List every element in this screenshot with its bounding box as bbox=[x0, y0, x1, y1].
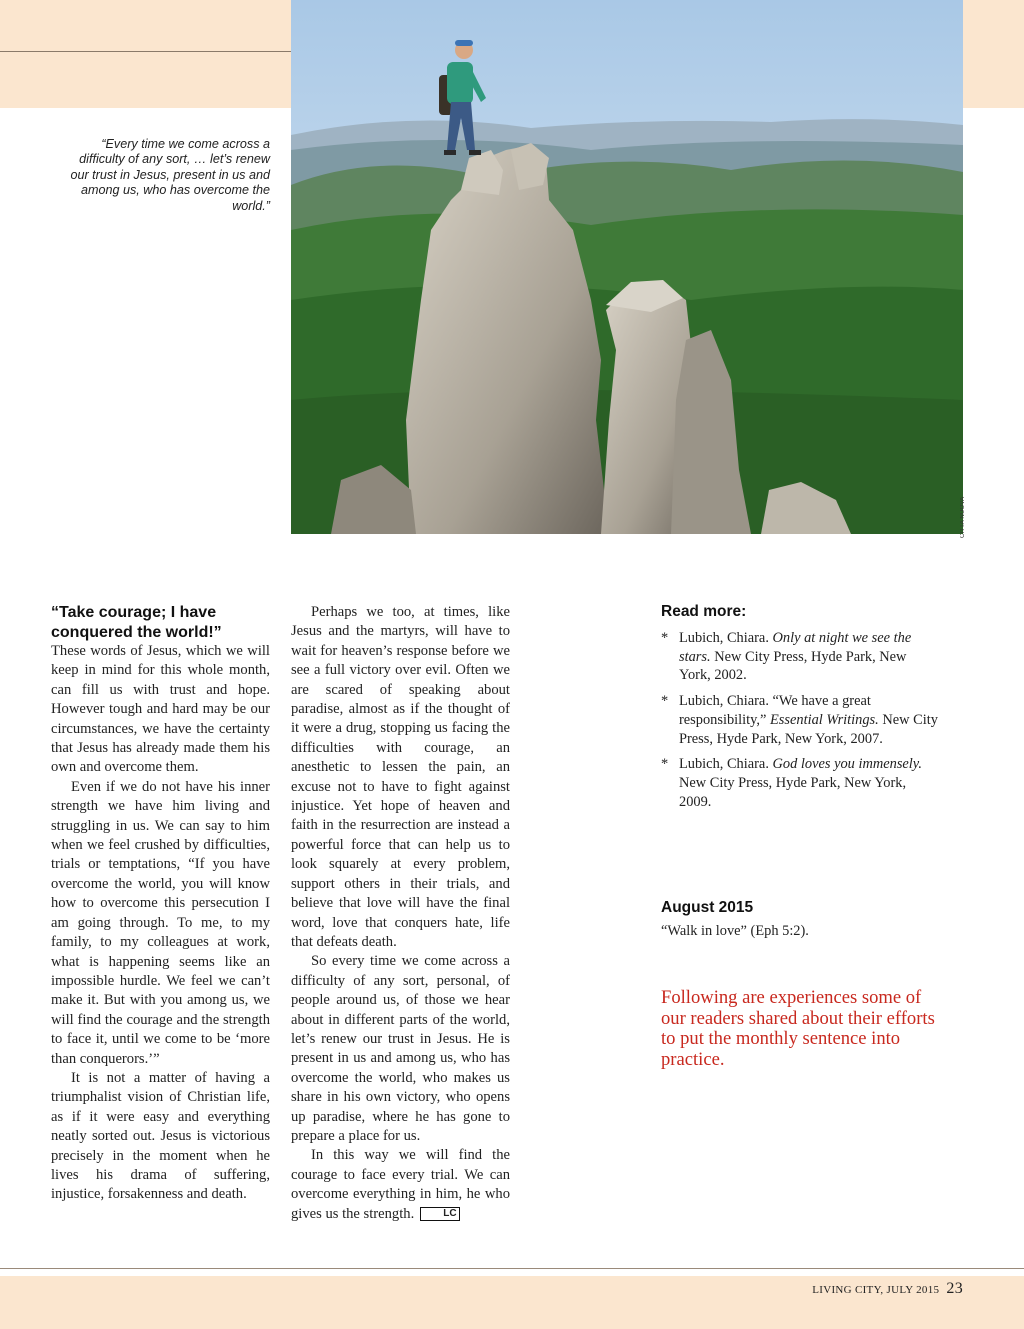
article-column-1 bbox=[51, 603, 270, 1205]
reference-item: * Lubich, Chiara. God loves you immensely. New City Press, Hyde Park, New York, 2009. bbox=[661, 756, 922, 810]
reference-item: * Lubich, Chiara. Only at night we see the stars. New City Press, Hyde Park, New York, 2002. bbox=[661, 630, 912, 684]
photo-credit: CITTA NUOVA bbox=[960, 496, 966, 538]
article-paragraph: These words of Jesus, which we will keep in mind for this whole month, can fill us with trust and hope. However tough and hard may be our circumstances, we have the certainty that Jesus has already made them his own and overcome them. bbox=[51, 643, 270, 776]
asterisk-icon: * bbox=[661, 756, 669, 773]
asterisk-icon: * bbox=[661, 630, 669, 646]
read-more-title: Read more: bbox=[661, 603, 747, 620]
article-paragraph: Even if we do not have his inner strength we have him living and struggling in us. We can say to him when we feel crushed by difficulties, trials or temptations, “If you have overcome the world, you will know how to overcome this persecution I am going through. To me, to my family, to my colleagues at work, what is happening seems like an impossible hurdle. We feel we can’t make it. But with you among us, we will find the courage and the strength to face it, until we come to be ‘more than conquerors.’” bbox=[51, 778, 270, 1067]
top-rule bbox=[0, 51, 291, 52]
asterisk-icon: * bbox=[661, 693, 669, 710]
article-paragraph: Perhaps we too, at times, like Jesus and the martyrs, will have to wait for heaven’s response before we see a full victory over evil. Often we are scared of speaking about paradise, almost as if the thought of it were a drug, stopping us facing the difficulties with courage, an anesthetic to lessen the pain, an excuse not to have to fight against injustice. Yet hope of heaven and faith in the resurrection are instead a powerful force that can help us to look squarely at every problem, support others in their trials, and believe that love will have the final word, love that conquers hate, life that defeats death. bbox=[291, 604, 510, 950]
pull-quote: “Every time we come across a difficulty of any sort, … let’s renew our trust in Jesus, present in us and among us, who has overcome the world.” bbox=[70, 137, 270, 213]
bottom-rule bbox=[0, 1268, 1024, 1269]
next-month-title: August 2015 bbox=[661, 899, 754, 916]
reference-list bbox=[661, 629, 941, 811]
article-paragraph-last bbox=[291, 1146, 510, 1224]
article-paragraph-text: In this way we will find the courage to face every trial. We can overcome everything in him, he who gives us the strength. bbox=[291, 1147, 510, 1222]
page-number: 23 bbox=[946, 1280, 963, 1297]
experiences-intro: Following are experiences some of our readers shared about their efforts to put the monthly sentence into practice. bbox=[661, 987, 935, 1070]
article-paragraph: So every time we come across a difficulty of any sort, personal, of people around us, of those we hear about in different parts of the world, let’s renew our trust in Jesus. He is present in us and among us, who has overcome the world, who makes us share in his own victory, who opens up paradise, where he has gone to prepare a place for us. bbox=[291, 953, 510, 1144]
reference-item: * Lubich, Chiara. “We have a great responsibility,” Essential Writings. New City Press, Hyde Park, New York, 2007. bbox=[661, 693, 938, 747]
article-column-2 bbox=[291, 603, 510, 1224]
next-month-text: “Walk in love” (Eph 5:2). bbox=[661, 923, 809, 939]
article-heading: “Take courage; I have conquered the world!” bbox=[51, 604, 222, 641]
page-footer bbox=[812, 1280, 963, 1298]
next-month-section bbox=[661, 899, 921, 940]
article-paragraph: It is not a matter of having a triumphalist vision of Christian life, as if it were easy and everything neatly sorted out. Jesus is victorious precisely in the moment when he lives his drama of suffering, injustice, forsakenness and death. bbox=[51, 1069, 270, 1203]
read-more-section bbox=[661, 603, 941, 818]
footer-label: LIVING CITY, JULY 2015 bbox=[812, 1284, 940, 1296]
end-mark-icon: LC bbox=[420, 1207, 459, 1221]
hiker-on-rock-photo bbox=[291, 0, 963, 534]
